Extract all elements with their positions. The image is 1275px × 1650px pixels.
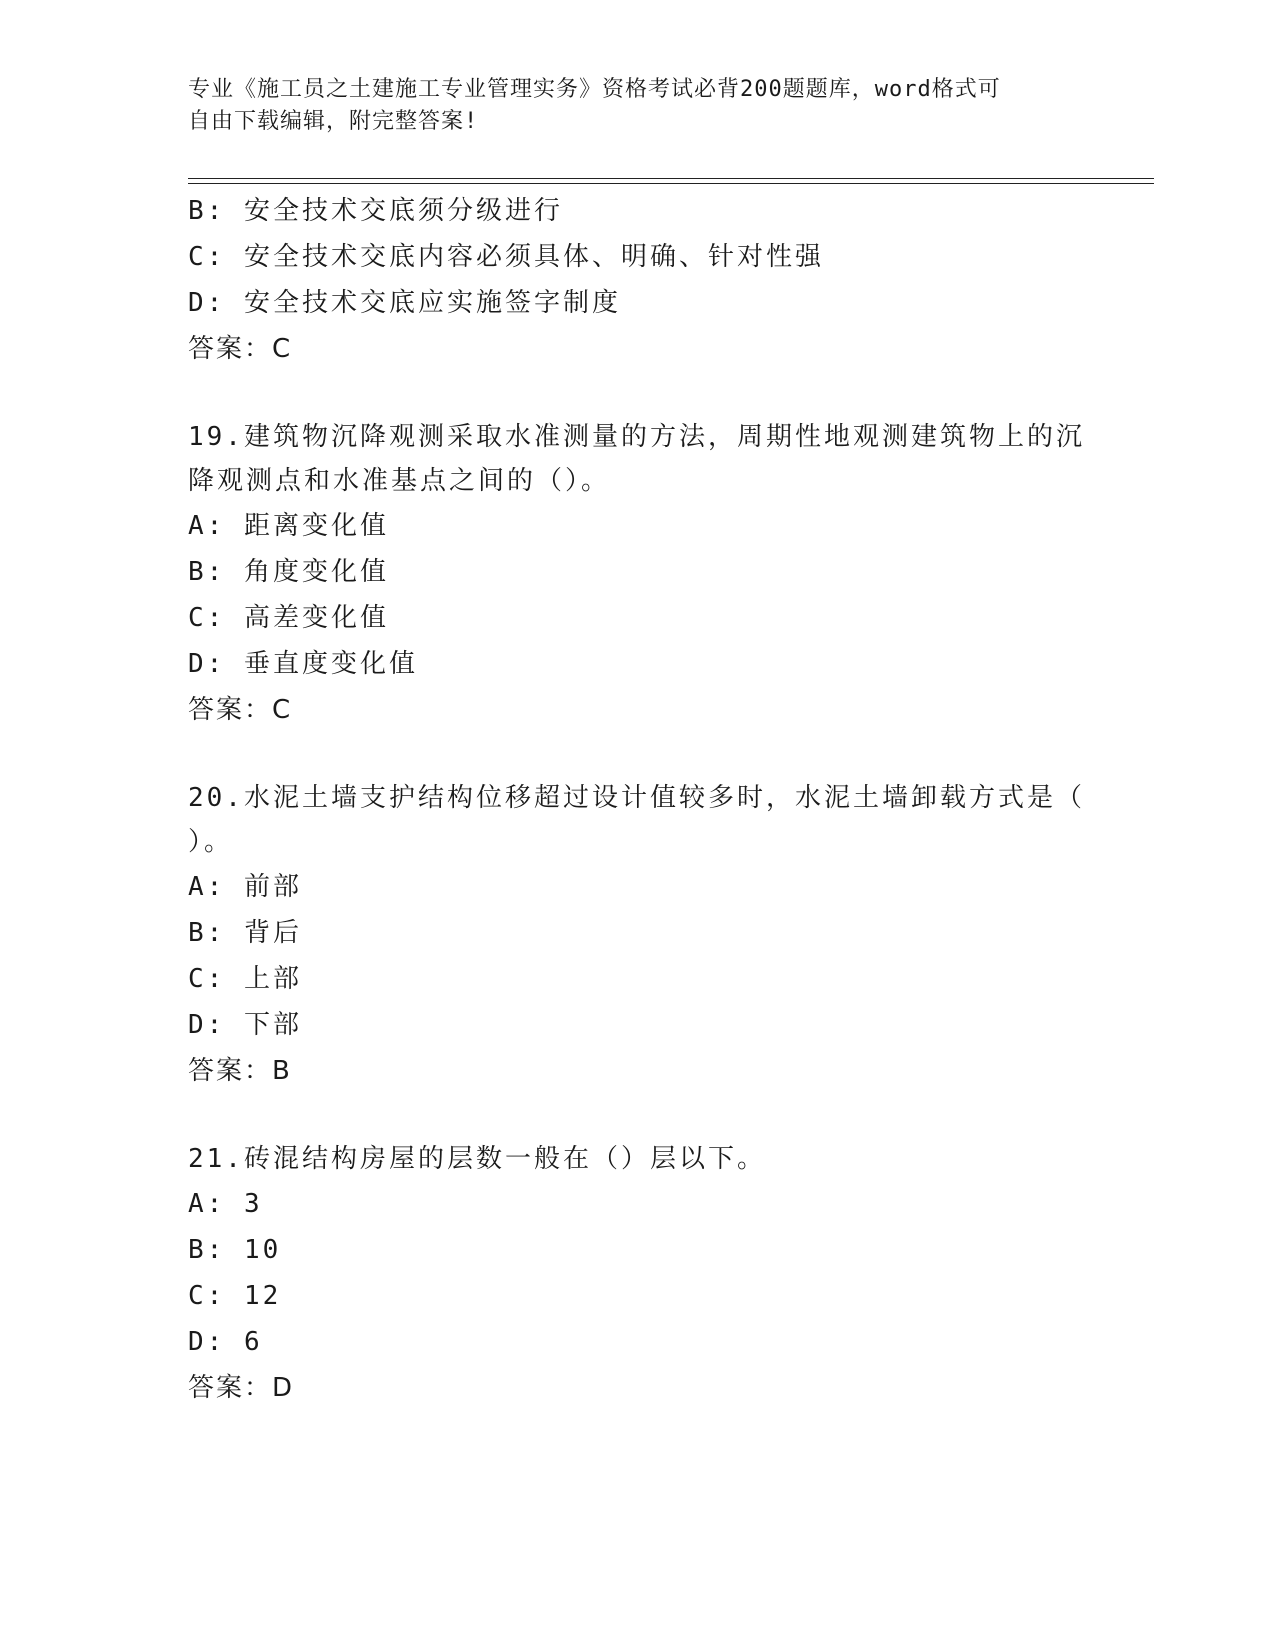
option-c: C: 安全技术交底内容必须具体、明确、针对性强: [188, 242, 824, 272]
option-b: B: 10: [188, 1235, 282, 1265]
option-d: D: 安全技术交底应实施签字制度: [188, 288, 621, 318]
answer-line: 答案：D: [188, 1373, 295, 1403]
option-a: A: 距离变化值: [188, 511, 389, 541]
spacer: [188, 733, 1088, 776]
option-c: C: 12: [188, 1281, 282, 1311]
question-text-line: 20.水泥土墙支护结构位移超过设计值较多时，水泥土墙卸载方式是（: [188, 783, 1085, 813]
option-b: B: 安全技术交底须分级进行: [188, 196, 563, 226]
answer-line: 答案：C: [188, 334, 293, 364]
question-list: [188, 188, 1088, 1411]
option-b: B: 背后: [188, 918, 302, 948]
header-divider-top: [188, 178, 1154, 179]
option-c: C: 上部: [188, 964, 302, 994]
spacer: [188, 372, 1088, 415]
document-header: [188, 74, 1068, 138]
question-19: [188, 415, 1088, 733]
header-title-line-1: 专业《施工员之土建施工专业管理实务》资格考试必背200题题库，word格式可: [188, 77, 1001, 102]
option-a: A: 3: [188, 1189, 263, 1219]
header-title-line-2: 自由下载编辑，附完整答案!: [188, 109, 479, 134]
answer-line: 答案：B: [188, 1056, 292, 1086]
option-a: A: 前部: [188, 872, 302, 902]
partial-question: [188, 188, 1088, 372]
answer-line: 答案：C: [188, 695, 293, 725]
question-text-line: 19.建筑物沉降观测采取水准测量的方法，周期性地观测建筑物上的沉: [188, 422, 1085, 452]
header-divider-bottom: [188, 183, 1154, 184]
option-b: B: 角度变化值: [188, 557, 389, 587]
question-20: [188, 776, 1088, 1094]
option-d: D: 下部: [188, 1010, 302, 1040]
option-c: C: 高差变化值: [188, 603, 389, 633]
question-text-line: ）。: [188, 827, 234, 857]
option-d: D: 垂直度变化值: [188, 649, 418, 679]
option-d: D: 6: [188, 1327, 263, 1357]
question-21: [188, 1137, 1088, 1411]
question-text-line: 降观测点和水准基点之间的（）。: [188, 466, 611, 496]
spacer: [188, 1094, 1088, 1137]
question-text-line: 21.砖混结构房屋的层数一般在（）层以下。: [188, 1144, 766, 1174]
